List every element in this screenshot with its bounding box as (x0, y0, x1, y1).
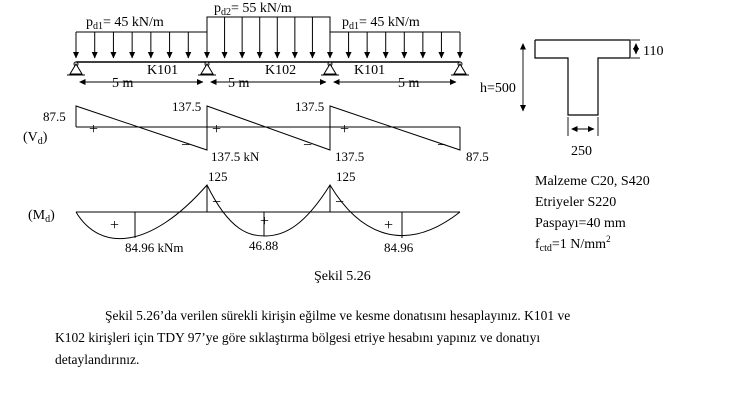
beam-label-3: K101 (354, 63, 386, 78)
shear-value-1: 87.5 (43, 109, 66, 124)
load-mid (207, 17, 330, 32)
material-concrete: Malzeme C20, S420 (535, 174, 650, 189)
moment-value-3: 84.96 kNm (125, 240, 184, 255)
support-b (198, 62, 216, 75)
problem-line-1: Şekil 5.26’da verilen sürekli kirişin eğilme ve kesme donatısını hesaplayınız. K101 ve (105, 308, 571, 323)
shear-value-6: 87.5 (466, 149, 489, 164)
section-height-label: h=500 (480, 81, 516, 96)
moment-sign-4: − (335, 194, 345, 211)
material-fctd: $f_{ctd}=1$ $N/mm^2$ (535, 234, 611, 254)
shear-diagram (76, 106, 460, 150)
problem-line-3: detaylandırınız. (55, 352, 140, 367)
beam-label-1: K101 (147, 63, 179, 78)
material-cover: Paspayı=40 mm (535, 216, 626, 231)
shear-value-3: 137.5 kN (211, 149, 260, 164)
shear-sign-4: − (303, 137, 313, 154)
span-3: 5 m (398, 76, 420, 91)
shear-value-2: 137.5 (172, 99, 202, 114)
t-section (535, 40, 630, 115)
section-dimensions (523, 40, 640, 136)
moment-sign-2: − (212, 194, 222, 211)
span-1: 5 m (112, 76, 134, 91)
section-flange-label: 110 (643, 44, 664, 59)
section-web-label: 250 (571, 144, 592, 159)
shear-label: $(V_d)$ (23, 130, 48, 147)
shear-value-4: 137.5 (295, 99, 325, 114)
moment-sign-3: + (260, 213, 270, 230)
problem-statement (55, 305, 695, 371)
load-mid-label: $p_{d2}= 55$ kN/m (214, 1, 292, 18)
moment-sign-5: + (384, 217, 394, 234)
moment-value-5: 84.96 (384, 240, 414, 255)
shear-sign-5: + (340, 121, 350, 138)
shear-value-5: 137.5 (335, 149, 365, 164)
moment-value-1: 125 (208, 169, 228, 184)
load-right-label: $p_{d1}= 45$ kN/m (342, 15, 420, 32)
moment-value-2: 125 (336, 169, 356, 184)
shear-sign-6: − (437, 137, 447, 154)
material-stirrups: Etriyeler S220 (535, 195, 617, 210)
shear-sign-1: + (89, 121, 99, 138)
moment-label: $(M_d)$ (28, 208, 55, 225)
support-c (321, 62, 339, 75)
beam-label-2: K102 (265, 63, 297, 78)
load-left-label: $p_{d1}= 45$ kN/m (86, 15, 164, 32)
shear-sign-3: + (212, 121, 222, 138)
figure-caption: Şekil 5.26 (314, 269, 371, 284)
shear-sign-2: − (181, 137, 191, 154)
problem-line-2: K102 kirişleri için TDY 97’ye göre sıklaştırma bölgesi etriye hesabını yapınız ve donatıyı (55, 330, 541, 345)
moment-diagram (76, 185, 460, 239)
support-d (451, 62, 469, 75)
moment-value-4: 46.88 (249, 238, 279, 253)
support-a (67, 62, 85, 75)
moment-sign-1: + (110, 217, 120, 234)
span-2: 5 m (228, 76, 250, 91)
